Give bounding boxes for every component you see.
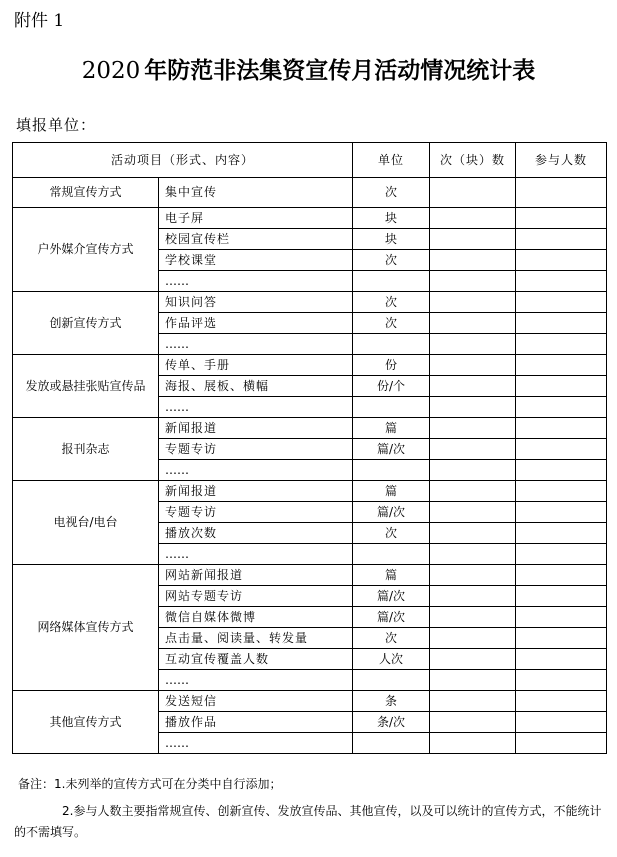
count-cell[interactable] [430,544,516,565]
unit-cell [353,733,430,754]
unit-cell [353,334,430,355]
people-cell[interactable] [516,229,607,250]
count-cell[interactable] [430,586,516,607]
item-cell: …… [159,334,353,355]
item-cell: …… [159,460,353,481]
unit-cell: 篇 [353,418,430,439]
unit-cell [353,460,430,481]
item-cell: 作品评选 [159,313,353,334]
item-cell: …… [159,670,353,691]
people-cell[interactable] [516,712,607,733]
people-cell[interactable] [516,481,607,502]
people-cell[interactable] [516,586,607,607]
people-cell[interactable] [516,544,607,565]
notes [14,774,604,843]
count-cell[interactable] [430,607,516,628]
count-cell[interactable] [430,376,516,397]
people-cell[interactable] [516,208,607,229]
table-row [13,355,607,376]
count-cell[interactable] [430,313,516,334]
item-cell: 网站专题专访 [159,586,353,607]
unit-cell: 次 [353,523,430,544]
item-cell: 互动宣传覆盖人数 [159,649,353,670]
unit-cell: 份/个 [353,376,430,397]
category-cell: 发放或悬挂张贴宣传品 [13,355,159,418]
unit-cell: 块 [353,208,430,229]
people-cell[interactable] [516,502,607,523]
item-cell: 专题专访 [159,439,353,460]
people-cell[interactable] [516,355,607,376]
item-cell: 传单、手册 [159,355,353,376]
people-cell[interactable] [516,523,607,544]
count-cell[interactable] [430,397,516,418]
people-cell[interactable] [516,334,607,355]
header-unit: 单位 [353,143,430,178]
category-cell: 创新宣传方式 [13,292,159,355]
title-text: 年防范非法集资宣传月活动情况统计表 [144,58,536,84]
count-cell[interactable] [430,208,516,229]
unit-cell: 篇/次 [353,502,430,523]
unit-cell: 次 [353,292,430,313]
unit-cell [353,271,430,292]
item-cell: 集中宣传 [159,178,353,208]
item-cell: 电子屏 [159,208,353,229]
count-cell[interactable] [430,670,516,691]
note-2: 2.参与人数主要指常规宣传、创新宣传、发放宣传品、其他宣传，以及可以统计的宣传方式，不能统计的不需填写。 [14,804,602,839]
unit-cell: 条/次 [353,712,430,733]
people-cell[interactable] [516,565,607,586]
people-cell[interactable] [516,691,607,712]
item-cell: 微信自媒体微博 [159,607,353,628]
people-cell[interactable] [516,733,607,754]
unit-cell: 篇 [353,565,430,586]
people-cell[interactable] [516,250,607,271]
table-row [13,565,607,586]
people-cell[interactable] [516,292,607,313]
count-cell[interactable] [430,355,516,376]
unit-cell: 份 [353,355,430,376]
count-cell[interactable] [430,292,516,313]
unit-cell: 次 [353,313,430,334]
count-cell[interactable] [430,523,516,544]
unit-cell: 条 [353,691,430,712]
unit-cell: 篇/次 [353,607,430,628]
count-cell[interactable] [430,418,516,439]
count-cell[interactable] [430,733,516,754]
people-cell[interactable] [516,271,607,292]
item-cell: 知识问答 [159,292,353,313]
table-header-row [13,143,607,178]
item-cell: 点击量、阅读量、转发量 [159,628,353,649]
item-cell: …… [159,733,353,754]
item-cell: 播放次数 [159,523,353,544]
people-cell[interactable] [516,439,607,460]
count-cell[interactable] [430,481,516,502]
table-row [13,691,607,712]
item-cell: 新闻报道 [159,418,353,439]
table-row [13,292,607,313]
people-cell[interactable] [516,628,607,649]
count-cell[interactable] [430,691,516,712]
unit-cell [353,670,430,691]
count-cell[interactable] [430,334,516,355]
attachment-label: 附件 1 [14,11,65,31]
count-cell[interactable] [430,649,516,670]
table-row [13,178,607,208]
unit-cell: 次 [353,628,430,649]
count-cell[interactable] [430,712,516,733]
category-cell: 网络媒体宣传方式 [13,565,159,691]
item-cell: 发送短信 [159,691,353,712]
item-cell: 播放作品 [159,712,353,733]
unit-cell [353,544,430,565]
category-cell: 户外媒介宣传方式 [13,208,159,292]
unit-cell: 人次 [353,649,430,670]
table-row [13,418,607,439]
count-cell[interactable] [430,628,516,649]
unit-cell: 块 [353,229,430,250]
item-cell: 专题专访 [159,502,353,523]
unit-cell: 篇 [353,481,430,502]
table-row [13,481,607,502]
unit-cell: 篇/次 [353,586,430,607]
item-cell: 校园宣传栏 [159,229,353,250]
people-cell[interactable] [516,397,607,418]
people-cell[interactable] [516,670,607,691]
item-cell: …… [159,397,353,418]
note-1: 备注：1.未列举的宣传方式可在分类中自行添加； [18,777,282,791]
header-count: 次（块）数 [430,143,516,178]
fill-unit-label: 填报单位： [16,116,97,134]
title-year: 2020 [81,58,141,84]
header-project: 活动项目（形式、内容） [13,143,353,178]
item-cell: …… [159,544,353,565]
header-people: 参与人数 [516,143,607,178]
people-cell[interactable] [516,649,607,670]
count-cell[interactable] [430,502,516,523]
people-cell[interactable] [516,313,607,334]
people-cell[interactable] [516,607,607,628]
item-cell: 学校课堂 [159,250,353,271]
statistics-table [12,142,607,754]
unit-cell [353,397,430,418]
unit-cell: 次 [353,250,430,271]
count-cell[interactable] [430,460,516,481]
item-cell: 网站新闻报道 [159,565,353,586]
unit-cell: 次 [353,178,430,208]
category-cell: 报刊杂志 [13,418,159,481]
unit-cell: 篇/次 [353,439,430,460]
category-cell: 常规宣传方式 [13,178,159,208]
count-cell[interactable] [430,271,516,292]
count-cell[interactable] [430,250,516,271]
count-cell[interactable] [430,439,516,460]
item-cell: 海报、展板、横幅 [159,376,353,397]
people-cell[interactable] [516,418,607,439]
people-cell[interactable] [516,178,607,208]
item-cell: 新闻报道 [159,481,353,502]
category-cell: 其他宣传方式 [13,691,159,754]
page-title [0,52,617,85]
count-cell[interactable] [430,178,516,208]
category-cell: 电视台/电台 [13,481,159,565]
people-cell[interactable] [516,460,607,481]
count-cell[interactable] [430,565,516,586]
people-cell[interactable] [516,376,607,397]
count-cell[interactable] [430,229,516,250]
item-cell: …… [159,271,353,292]
table-row [13,208,607,229]
